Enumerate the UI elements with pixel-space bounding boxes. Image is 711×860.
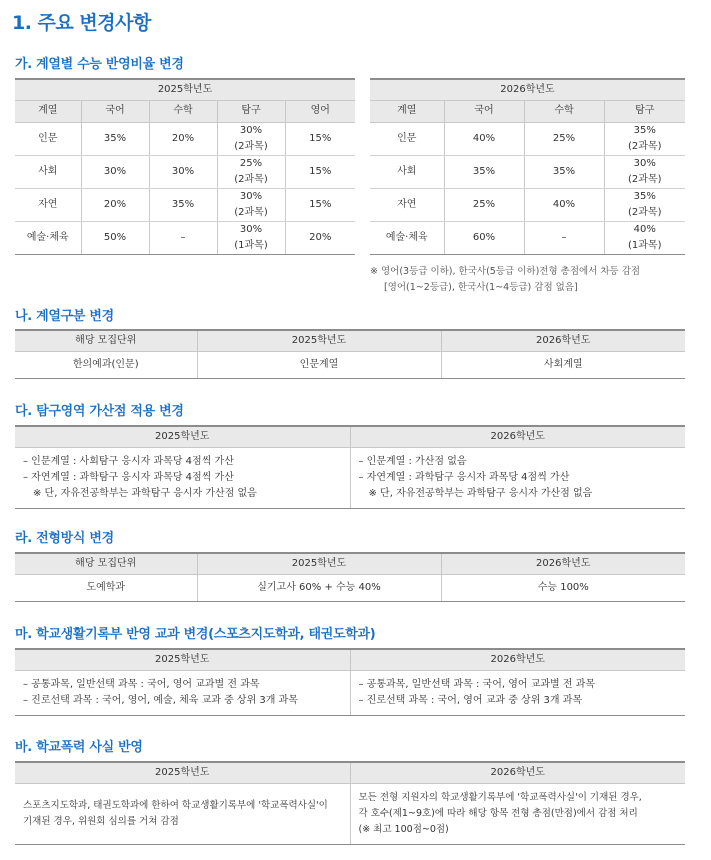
table-cell: 자연 <box>15 188 81 221</box>
column-header: 2026학년도 <box>350 762 685 783</box>
table-cell: 인문계열 <box>197 351 441 378</box>
table-cell: 30% (2과목) <box>217 188 285 221</box>
table-cell <box>15 670 350 715</box>
bullet-line: ※ 단, 자유전공학부는 과학탐구 응시자 가산점 없음 <box>368 487 593 499</box>
table-cell: 35% (2과목) <box>604 188 685 221</box>
table-method <box>15 552 685 602</box>
column-header: 계열 <box>370 100 444 122</box>
table-cell: 15% <box>285 122 355 155</box>
table-cell <box>350 447 685 508</box>
table-cell <box>15 447 350 508</box>
bullet-line: – 공통과목, 일반선택 과목 : 국어, 영어 교과별 전 과목 <box>23 678 260 690</box>
table-row <box>370 221 685 254</box>
table-row <box>15 447 685 508</box>
table-cell: 30% (2과목) <box>604 155 685 188</box>
bullet-line: – 자연계열 : 과학탐구 응시자 과목당 4점씩 가산 <box>358 471 570 483</box>
table-cell: – <box>524 221 604 254</box>
column-header: 해당 모집단위 <box>15 553 197 574</box>
paragraph-line: 스포츠지도학과, 태권도학과에 한하여 학교생활기록부에 '학교폭력사실'이 <box>23 799 328 811</box>
section-title-ga: 가. 계열별 수능 반영비율 변경 <box>15 57 184 72</box>
table-row <box>370 188 685 221</box>
table-row <box>15 351 685 378</box>
table-row <box>15 670 685 715</box>
table-cell: 사회계열 <box>441 351 685 378</box>
column-header: 해당 모집단위 <box>15 330 197 351</box>
column-header: 국어 <box>81 100 149 122</box>
bullet-line: – 자연계열 : 과학탐구 응시자 과목당 4점씩 가산 <box>23 471 234 483</box>
column-header: 2026학년도 <box>441 330 685 351</box>
table-row <box>15 122 355 155</box>
column-header: 2025학년도 <box>15 762 350 783</box>
bullet-line: – 진로선택 과목 : 국어, 영어, 예술, 체육 교과 중 상위 3개 과목 <box>23 694 298 706</box>
table-2026-ratio <box>370 78 685 255</box>
table-cell: 25% <box>524 122 604 155</box>
table-cell: 인문 <box>370 122 444 155</box>
table-cell: 30% (2과목) <box>217 122 285 155</box>
table-cell: 한의예과(인문) <box>15 351 197 378</box>
table-cell: 30% <box>149 155 217 188</box>
section-title-ba: 바. 학교폭력 사실 반영 <box>15 740 143 755</box>
table-cell: 35% <box>444 155 524 188</box>
table-row <box>370 155 685 188</box>
table-cell: 실기고사 60% + 수능 40% <box>197 574 441 601</box>
note-line: ※ 영어(3등급 이하), 한국사(5등급 이하)전형 총점에서 차등 감점 <box>370 266 641 277</box>
column-header: 국어 <box>444 100 524 122</box>
table-school-record <box>15 648 685 716</box>
bullet-line: – 인문계열 : 가산점 없음 <box>358 455 467 467</box>
table-category <box>15 329 685 379</box>
column-header: 2026학년도 <box>350 649 685 670</box>
year-header: 2026학년도 <box>370 79 685 100</box>
table-cell: 50% <box>81 221 149 254</box>
table-2025-ratio <box>15 78 355 255</box>
table-cell: 15% <box>285 188 355 221</box>
table-cell: 25% (2과목) <box>217 155 285 188</box>
table-row <box>15 221 355 254</box>
table-cell: 30% (1과목) <box>217 221 285 254</box>
ratio-note <box>370 264 640 296</box>
table-cell: 예술·체육 <box>370 221 444 254</box>
column-header: 계열 <box>15 100 81 122</box>
table-cell <box>15 783 350 844</box>
column-header: 수학 <box>149 100 217 122</box>
table-cell: 15% <box>285 155 355 188</box>
column-header: 2025학년도 <box>197 553 441 574</box>
bullet-line: – 인문계열 : 사회탐구 응시자 과목당 4점씩 가산 <box>23 455 234 467</box>
column-header: 2026학년도 <box>350 426 685 447</box>
column-header: 영어 <box>285 100 355 122</box>
table-cell <box>350 783 685 844</box>
table-cell: 40% (1과목) <box>604 221 685 254</box>
table-cell: 20% <box>81 188 149 221</box>
table-cell: 사회 <box>15 155 81 188</box>
table-cell: 자연 <box>370 188 444 221</box>
table-cell: 도예학과 <box>15 574 197 601</box>
table-cell: 40% <box>444 122 524 155</box>
table-cell: 20% <box>285 221 355 254</box>
paragraph-line: 기재된 경우, 위원회 심의를 거쳐 감점 <box>23 815 179 827</box>
column-header: 2025학년도 <box>15 426 350 447</box>
section-title-ma: 마. 학교생활기록부 반영 교과 변경(스포츠지도학과, 태권도학과) <box>15 627 376 642</box>
table-school-violence <box>15 761 685 845</box>
table-cell: 수능 100% <box>441 574 685 601</box>
paragraph-line: 각 호수(제1~9호)에 따라 해당 항목 전형 총점(만점)에서 감점 처리 <box>358 807 638 819</box>
table-cell: 인문 <box>15 122 81 155</box>
table-cell: – <box>149 221 217 254</box>
table-cell: 35% (2과목) <box>604 122 685 155</box>
bullet-line: – 공통과목, 일반선택 과목 : 국어, 영어 교과별 전 과목 <box>358 678 596 690</box>
table-cell: 25% <box>444 188 524 221</box>
paragraph-line: 모든 전형 지원자의 학교생활기록부에 '학교폭력사실'이 기재된 경우, <box>358 791 642 803</box>
year-header: 2025학년도 <box>15 79 355 100</box>
table-cell: 30% <box>81 155 149 188</box>
table-cell <box>350 670 685 715</box>
table-cell: 35% <box>149 188 217 221</box>
table-row <box>15 188 355 221</box>
table-cell: 35% <box>524 155 604 188</box>
table-cell: 60% <box>444 221 524 254</box>
table-cell: 사회 <box>370 155 444 188</box>
table-row <box>15 155 355 188</box>
page-title: 1. 주요 변경사항 <box>12 12 151 34</box>
section-title-ra: 라. 전형방식 변경 <box>15 531 114 546</box>
column-header: 탐구 <box>217 100 285 122</box>
column-header: 수학 <box>524 100 604 122</box>
table-cell: 35% <box>81 122 149 155</box>
table-cell: 20% <box>149 122 217 155</box>
table-row <box>370 122 685 155</box>
column-header: 2026학년도 <box>441 553 685 574</box>
table-row <box>15 574 685 601</box>
column-header: 2025학년도 <box>15 649 350 670</box>
section-title-da: 다. 탐구영역 가산점 적용 변경 <box>15 404 184 419</box>
table-bonus <box>15 425 685 509</box>
bullet-line: ※ 단, 자유전공학부는 과학탐구 응시자 가산점 없음 <box>33 487 257 499</box>
column-header: 2025학년도 <box>197 330 441 351</box>
bullet-line: – 진로선택 과목 : 국어, 영어 교과 중 상위 3개 과목 <box>358 694 583 706</box>
table-cell: 예술·체육 <box>15 221 81 254</box>
note-line: [영어(1~2등급), 한국사(1~4등급) 감점 없음] <box>384 282 578 293</box>
paragraph-line: (※ 최고 100점~0점) <box>358 823 449 835</box>
table-row <box>15 783 685 844</box>
column-header: 탐구 <box>604 100 685 122</box>
section-title-na: 나. 계열구분 변경 <box>15 309 114 324</box>
table-cell: 40% <box>524 188 604 221</box>
